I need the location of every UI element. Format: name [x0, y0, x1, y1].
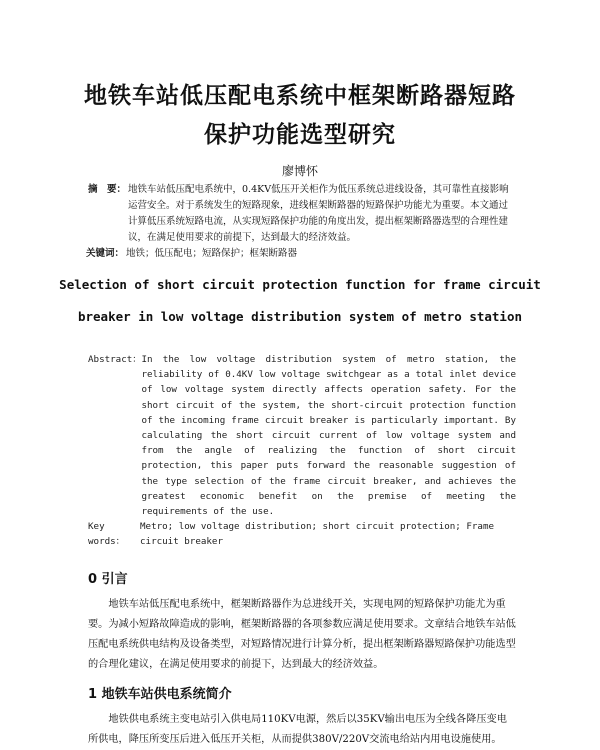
paper-title-line-2: 保护功能选型研究 — [204, 122, 396, 148]
chinese-abstract-text: 地铁车站低压配电系统中，0.4KV低压开关柜作为低压系统总进线设备，其可靠性直接影响运营安全。对于系统发生的短路现象，进线框架断路器的短路保护功能尤为重要。本文通过计算低压系统短路电流，从实现短路保护功能的角度出发，提出框架断路器选型的合理性建议，在满足使用要求的前提下，达到最大的经济效益。 — [128, 184, 509, 243]
english-abstract-label: Abstract： — [88, 354, 142, 365]
paper-title-line-1: 地铁车站低压配电系统中框架断路器短路 — [84, 83, 516, 109]
chinese-abstract-label: 摘 要： — [88, 184, 127, 195]
chinese-abstract — [88, 182, 516, 262]
english-abstract — [88, 352, 516, 550]
chinese-keywords — [88, 246, 516, 262]
english-keywords — [88, 519, 516, 549]
chinese-keywords-label: 关键词： — [86, 248, 125, 259]
section-0-paragraph: 地铁车站低压配电系统中，框架断路器作为总进线开关，实现电网的短路保护功能尤为重要。为减小短路故障造成的影响，框架断路器的各项参数应满足使用要求。文章结合地铁车站低压配电系统供电结构及设备类型，对短路情况进行计算分析，提出框架断路器短路保护功能选型的合理化建议，在满足使用要求的前提下，达到最大的经济效益。 — [88, 599, 516, 670]
english-abstract-text: In the low voltage distribution system of metro station, the reliability of 0.4KV low voltage switchgear as a total inlet device of low voltage system directly affects operation safety. For the short circuit of the system, the short-circuit protection function of the incoming frame circuit breaker is particularly important. By calculating the short circuit current of low voltage system and from the angle of realizing the function of short circuit protection, this paper puts forward the reasonable suggestion of the type selection of the frame circuit breaker, and achieves the greatest economic benefit on the premise of meeting the requirements of the use. — [141, 354, 516, 518]
english-keywords-text: Metro; low voltage distribution; short circuit protection; Frame circuit breaker — [140, 521, 495, 548]
english-keywords-label: Key words： — [88, 521, 125, 548]
chinese-keywords-text: 地铁；低压配电；短路保护；框架断路器 — [126, 248, 298, 259]
english-title-line-2: breaker in low voltage distribution system of metro station — [77, 309, 522, 324]
english-title-line-1: Selection of short circuit protection function for frame circuit — [59, 277, 541, 292]
author-name: 廖博怀 — [281, 164, 318, 178]
section-1-paragraph: 地铁供电系统主变电站引入供电局110KV电源，然后以35KV输出电压为全线各降压变电所供电，降压所变压后进入低压开关柜，从而提供380V/220V交流电给站内用电设施使用。 — [88, 714, 507, 745]
section-0-heading: 0 引言 — [88, 572, 128, 587]
section-1-heading: 1 地铁车站供电系统简介 — [88, 687, 232, 702]
